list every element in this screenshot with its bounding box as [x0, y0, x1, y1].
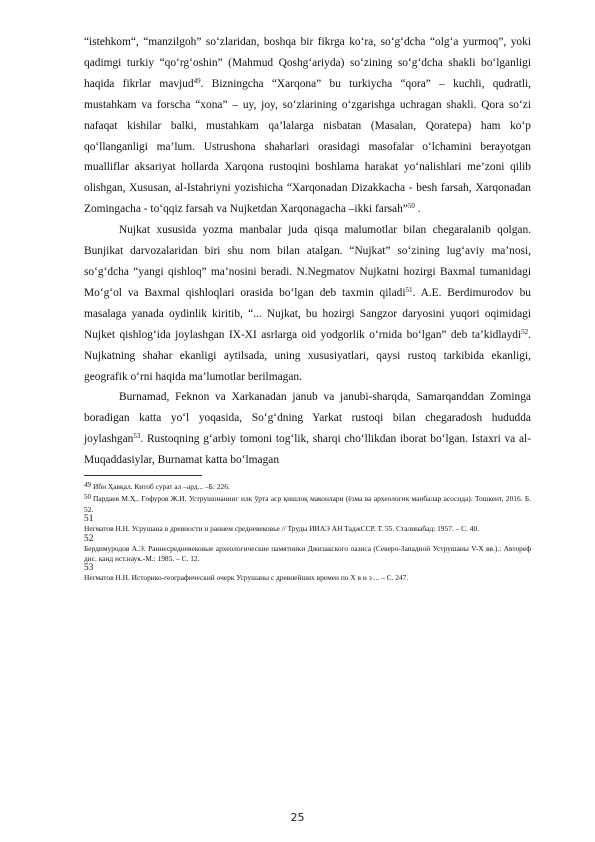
- footnote-text: Негматов Н.Н. Историко-географический очерк Усрушаны с древнейших времен по Х в н э ... – С. 247.: [84, 573, 409, 583]
- footnote: [84, 492, 531, 515]
- footnote: [84, 564, 531, 583]
- footnotes: [84, 480, 531, 584]
- paragraph: [84, 387, 531, 471]
- body-text: [84, 32, 531, 471]
- footnote-divider: [84, 475, 202, 476]
- page-number: 25: [290, 811, 305, 824]
- footnote-ref: 53: [133, 432, 141, 441]
- footnote: [84, 515, 531, 534]
- footnote-number: 49: [84, 481, 91, 490]
- footnote-text: Пардаев М.Ҳ., Ғофуров Ж.И. Уструшонанинг илк ўрта аср қишлоқ маконлари (ёзма ва археологик манбалар асосида). Тошкент, 2016. Б. 52.: [84, 494, 531, 514]
- footnote-text: Негматов Н.Н. Усрушана в древности и раннем средневековье // Труды ИИАЭ АН ТаджССР. Т. 55. Сталинабад: 1957. – С. 40.: [84, 524, 479, 534]
- footnote-number: 53: [84, 563, 94, 574]
- footnote: [84, 535, 531, 565]
- paragraph-text: Burnamad, Feknon va Xarkanadan janub va janubi-sharqda, Samarqanddan Zominga boradigan katta yo‘l yoqasida, So‘g‘dning Yarkat rustoqi bilan chegaradosh hududda joylashgan: [84, 391, 531, 446]
- paragraph-text: . Bizningcha “Xarqona” bu turkiycha “qora” – kuchli, qudratli, mustahkam va forscha “xona” – uy, joy, so‘zlarining o‘zgarishga uchragan shakli. Qora so‘zi nafaqat kishilar balki, mustahkam qa’lalarga nisbatan (Masalan, Qoratepa) ham ko‘p qo‘llanganligi ma’lum. Ustrushona shaharlari orasidagi masofalar o‘lchamini berayotgan mualliflar aksariyat hollarda Xarqona rustoqini boshlama harakat yo‘nalishlari me’zoni qilib olishgan, Xususan, al-Istahriyni yozishicha “Xarqonadan Dizakkacha - besh farsah, Xarqonadan Zomingacha - to‘qqiz farsah va Nujketdan Xarqonagacha –ikki farsah”: [84, 77, 531, 216]
- paragraph-text: .: [414, 203, 421, 216]
- paragraph: [84, 220, 531, 387]
- footnote-text: Ибн Ҳавқал. Китоб сурат ал –ард... –Б: 226.: [93, 482, 230, 492]
- footnote-ref: 50: [407, 202, 415, 211]
- footnote: [84, 480, 531, 492]
- document-page: [84, 32, 531, 584]
- paragraph-text: Nujkat xususida yozma manbalar juda qisqa malumotlar bilan chegaralanib qolgan. Bunjikat darvozalaridan biri shu nom bilan atalgan. “Nujkat” so‘zining lug‘aviy ma’nosi, so‘g‘dcha “yangi qishloq” ma’nosini beradi. N.Negmatov Nujkatni hozirgi Baxmal tumanidagi Mo‘g‘ol va Baxmal qishloqlari orasida bo‘lgan deb taxmin qiladi: [84, 224, 531, 299]
- footnote-ref: 52: [521, 327, 529, 336]
- paragraph-text: . A.E. Berdimurodov bu masalaga yanada oydinlik kiritib, “... Nujkat, bu hozirgi Sangzor daryosini yuqori oqimidagi Nujket qishlog‘ida joylashgan IX-XI asrlarga oid yodgorlik o‘rnida bo‘lgan” deb ta’kidlaydi: [84, 286, 531, 341]
- paragraph-text: . Nujkatning shahar ekanligi aytilsada, uning xususiyatlari, qaysi rustoq tarkibida ekanligi, geografik o‘rni haqida ma’lumotlar berilmagan.: [84, 328, 531, 383]
- footnote-number: 51: [84, 514, 94, 525]
- footnote-ref: 49: [193, 76, 201, 85]
- footnote-text: Бердимуродов А.Э. Раннесредневековые археологические памятники Джизакского оазиса (Северо-Западной Уструшаны V-Х вв.).: Автореф дис. канд ист.наук.-М.: 1985. – С. 12.: [84, 543, 531, 564]
- footnote-number: 52: [84, 533, 94, 544]
- paragraph-text: “istehkom“, “manzilgoh” so‘zlaridan, boshqa bir fikrga ko‘ra, so‘g‘dcha “olg‘a yurmoq”, yoki qadimgi turkiy “qo‘rg‘oshin” (Mahmud Qoshg‘ariyda) so‘zining so‘g‘dcha shakli bo‘lganligi haqida fikrlar mavjud: [84, 36, 531, 90]
- paragraph: [84, 32, 531, 220]
- footnote-number: 50: [84, 493, 91, 502]
- footnote-ref: 51: [405, 285, 413, 294]
- paragraph-text: . Rustoqning g‘arbiy tomoni tog‘lik, sharqi cho‘llikdan iborat bo‘lgan. Istaxri va al-Muqaddasiylar, Burnamat katta bo‘lmagan: [84, 433, 531, 467]
